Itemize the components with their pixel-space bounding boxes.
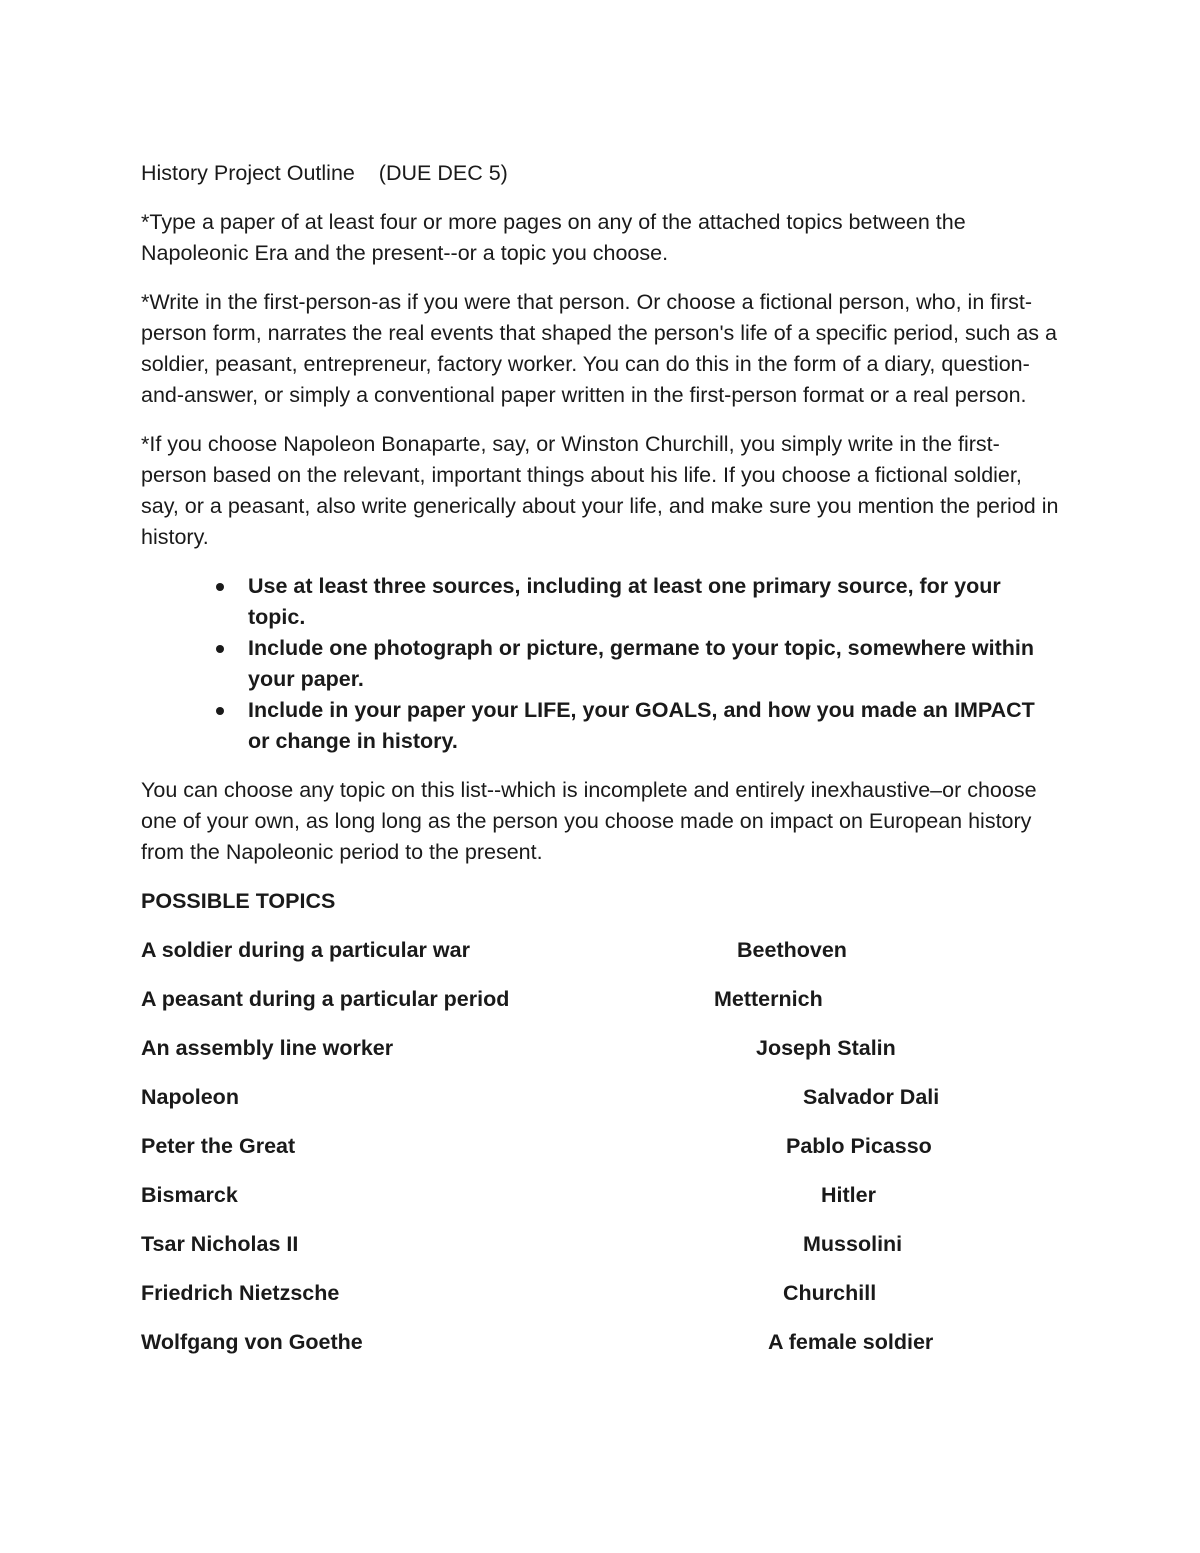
topic-left: Peter the Great xyxy=(141,1134,296,1158)
topic-right: Joseph Stalin xyxy=(756,1036,896,1060)
requirement-item xyxy=(248,633,1061,695)
topic-right: Mussolini xyxy=(803,1232,903,1256)
topic-right: A female soldier xyxy=(768,1330,934,1354)
topic-row xyxy=(141,1229,1061,1260)
topic-left: A soldier during a particular war xyxy=(141,938,470,962)
requirement-item xyxy=(248,571,1061,633)
bullet-icon xyxy=(216,707,224,715)
topic-left: A peasant during a particular period xyxy=(141,987,510,1011)
requirement-text: Include one photograph or picture, germane to your topic, somewhere within your paper. xyxy=(248,636,1035,691)
requirement-text: Include in your paper your LIFE, your GOALS, and how you made an IMPACT or change in history. xyxy=(248,698,1035,753)
topic-row xyxy=(141,1082,1061,1113)
topic-row xyxy=(141,1327,1061,1358)
bullet-icon xyxy=(216,645,224,653)
topic-row xyxy=(141,1278,1061,1309)
topic-left: Bismarck xyxy=(141,1183,238,1207)
topic-right: Pablo Picasso xyxy=(786,1134,932,1158)
title-text: History Project Outline xyxy=(141,161,355,185)
requirement-item xyxy=(248,695,1061,757)
bullet-icon xyxy=(216,583,224,591)
topic-right: Salvador Dali xyxy=(803,1085,940,1109)
topic-right: Metternich xyxy=(714,987,823,1011)
topic-left: Wolfgang von Goethe xyxy=(141,1330,363,1354)
topics-heading: POSSIBLE TOPICS xyxy=(141,889,336,913)
topic-left: An assembly line worker xyxy=(141,1036,394,1060)
topic-left: Tsar Nicholas II xyxy=(141,1232,299,1256)
topic-left: Napoleon xyxy=(141,1085,239,1109)
document-title xyxy=(141,158,1061,189)
topic-row xyxy=(141,1180,1061,1211)
topic-row xyxy=(141,1033,1061,1064)
requirements-list xyxy=(141,571,1061,757)
topic-row xyxy=(141,1131,1061,1162)
instruction-paragraph-3: *If you choose Napoleon Bonaparte, say, or Winston Churchill, you simply write in the first-person based on the relevant, important things about his life. If you choose a fictional soldier, say, or a peasant, also write generically about your life, and make sure you mention the period in history. xyxy=(141,432,1059,549)
topic-right: Churchill xyxy=(783,1281,877,1305)
requirement-text: Use at least three sources, including at least one primary source, for your topic. xyxy=(248,574,1001,629)
instruction-paragraph-1: *Type a paper of at least four or more pages on any of the attached topics between the Napoleonic Era and the present--or a topic you choose. xyxy=(141,210,966,265)
topic-row xyxy=(141,984,1061,1015)
topic-right: Beethoven xyxy=(737,938,847,962)
instruction-paragraph-2: *Write in the first-person-as if you were that person. Or choose a fictional person, who, in first-person form, narrates the real events that shaped the person's life of a specific period, such as a soldier, peasant, entrepreneur, factory worker. You can do this in the form of a diary, question-and-answer, or simply a conventional paper written in the first-person format or a real person. xyxy=(141,290,1057,407)
document-page xyxy=(141,158,1061,1376)
topics-intro-paragraph: You can choose any topic on this list--which is incomplete and entirely inexhaustive–or choose one of your own, as long long as the person you choose made on impact on European history from the Napoleonic period to the present. xyxy=(141,778,1037,864)
topic-right: Hitler xyxy=(821,1183,876,1207)
due-date: (DUE DEC 5) xyxy=(378,161,508,185)
topic-left: Friedrich Nietzsche xyxy=(141,1281,340,1305)
topic-row xyxy=(141,935,1061,966)
